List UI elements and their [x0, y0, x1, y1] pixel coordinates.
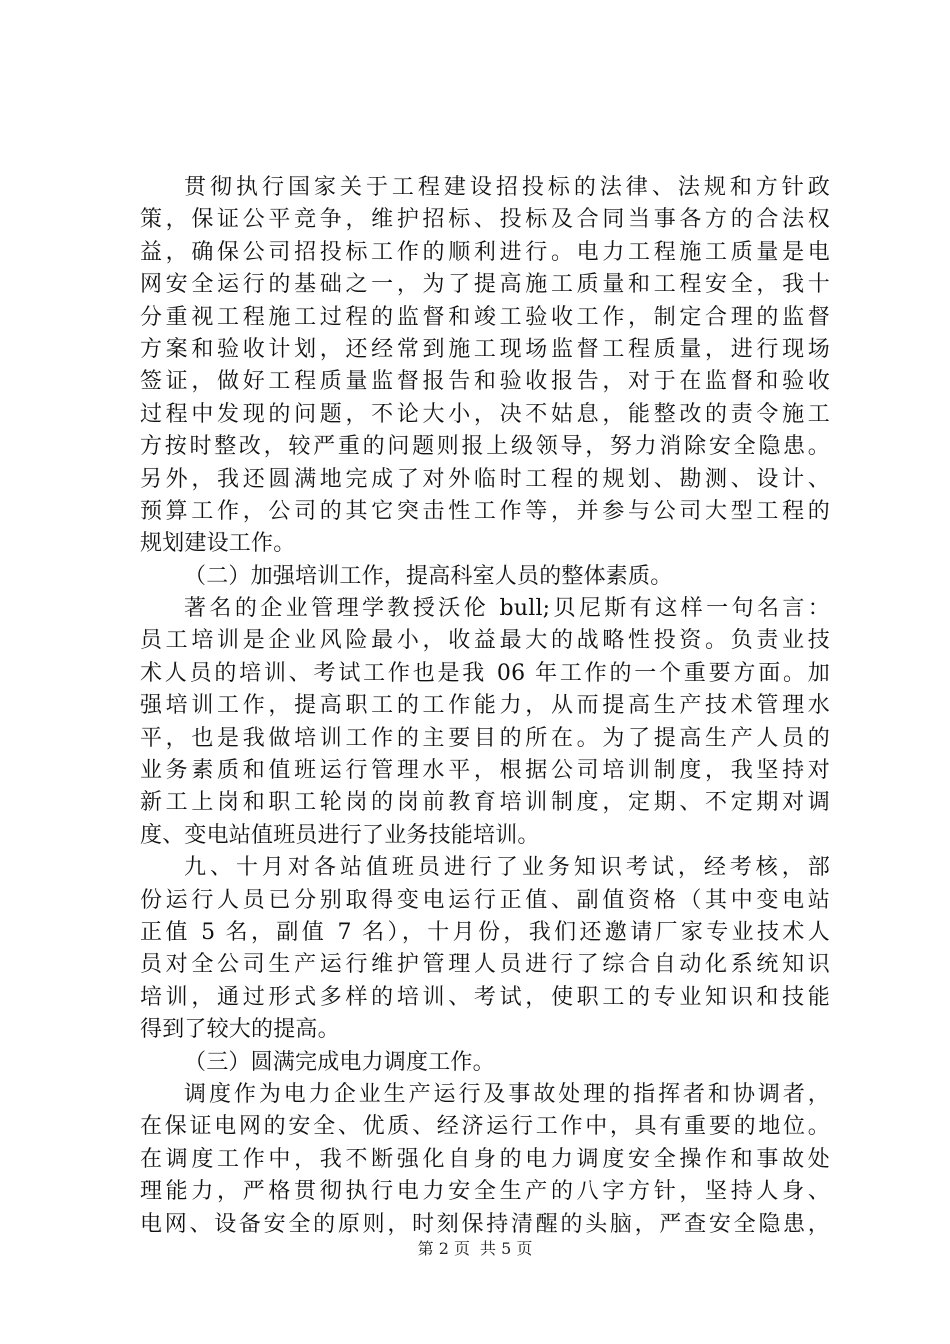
text-line: 培训，通过形式多样的培训、考试，使职工的专业知识和技能	[140, 984, 830, 1010]
page-footer	[0, 1239, 950, 1259]
text-line: 九、十月对各站值班员进行了业务知识考试，经考核，部	[184, 855, 830, 881]
text-line: 著名的企业管理学教授沃伦 bull;贝尼斯有这样一句名言：	[184, 596, 830, 622]
text-line: 正值 5 名，副值 7 名），十月份，我们还邀请厂家专业技术人	[140, 919, 830, 945]
page-number-current: 第 2 页	[417, 1239, 470, 1258]
text-line: 网安全运行的基础之一，为了提高施工质量和工程安全，我十	[140, 272, 830, 298]
text-line: 新工上岗和职工轮岗的岗前教育培训制度，定期、不定期对调	[140, 790, 830, 816]
text-line: 度、变电站值班员进行了业务技能培训。	[140, 822, 540, 848]
text-line: 贯彻执行国家关于工程建设招投标的法律、法规和方针政	[184, 175, 830, 200]
text-line: 过程中发现的问题，不论大小，决不姑息，能整改的责令施工	[140, 401, 830, 427]
text-line: 签证，做好工程质量监督报告和验收报告，对于在监督和验收	[140, 369, 830, 395]
text-line: 调度作为电力企业生产运行及事故处理的指挥者和协调者，	[184, 1081, 830, 1107]
text-line: 电网、设备安全的原则，时刻保持清醒的头脑，严查安全隐患，	[140, 1211, 830, 1237]
text-line: 策，保证公平竞争，维护招标、投标及合同当事各方的合法权	[140, 207, 830, 233]
text-line: 规划建设工作。	[140, 531, 296, 557]
text-line: 方案和验收计划，还经常到施工现场监督工程质量，进行现场	[140, 336, 830, 362]
text-line: 益，确保公司招投标工作的顺利进行。电力工程施工质量是电	[140, 239, 830, 265]
text-line: 员对全公司生产运行维护管理人员进行了综合自动化系统知识	[140, 952, 830, 978]
text-line: 得到了较大的提高。	[140, 1017, 340, 1043]
text-line: 在调度工作中，我不断强化自身的电力调度安全操作和事故处	[140, 1146, 830, 1172]
text-line: 在保证电网的安全、优质、经济运行工作中，具有重要的地位。	[140, 1114, 830, 1140]
text-line: （三）圆满完成电力调度工作。	[184, 1049, 495, 1075]
text-line: 理能力，严格贯彻执行电力安全生产的八字方针，坚持人身、	[140, 1179, 830, 1205]
document-body	[140, 172, 830, 1241]
text-line: 分重视工程施工过程的监督和竣工验收工作，制定合理的监督	[140, 304, 830, 330]
text-line: 强培训工作，提高职工的工作能力，从而提高生产技术管理水	[140, 693, 830, 719]
text-line: 术人员的培训、考试工作也是我 06 年工作的一个重要方面。加	[140, 660, 830, 686]
text-line: 方按时整改，较严重的问题则报上级领导，努力消除安全隐患。	[140, 434, 830, 460]
text-line: 预算工作，公司的其它突击性工作等，并参与公司大型工程的	[140, 498, 830, 524]
text-line: 平，也是我做培训工作的主要目的所在。为了提高生产人员的	[140, 725, 830, 751]
page-number-total: 共 5 页	[480, 1239, 533, 1258]
text-line: 员工培训是企业风险最小，收益最大的战略性投资。负责业技	[140, 628, 830, 654]
text-line: （二）加强培训工作，提高科室人员的整体素质。	[184, 563, 673, 589]
text-line: 另外，我还圆满地完成了对外临时工程的规划、勘测、设计、	[140, 466, 830, 492]
text-line: 份运行人员已分别取得变电运行正值、副值资格（其中变电站	[140, 887, 830, 913]
text-line: 业务素质和值班运行管理水平，根据公司培训制度，我坚持对	[140, 758, 830, 784]
